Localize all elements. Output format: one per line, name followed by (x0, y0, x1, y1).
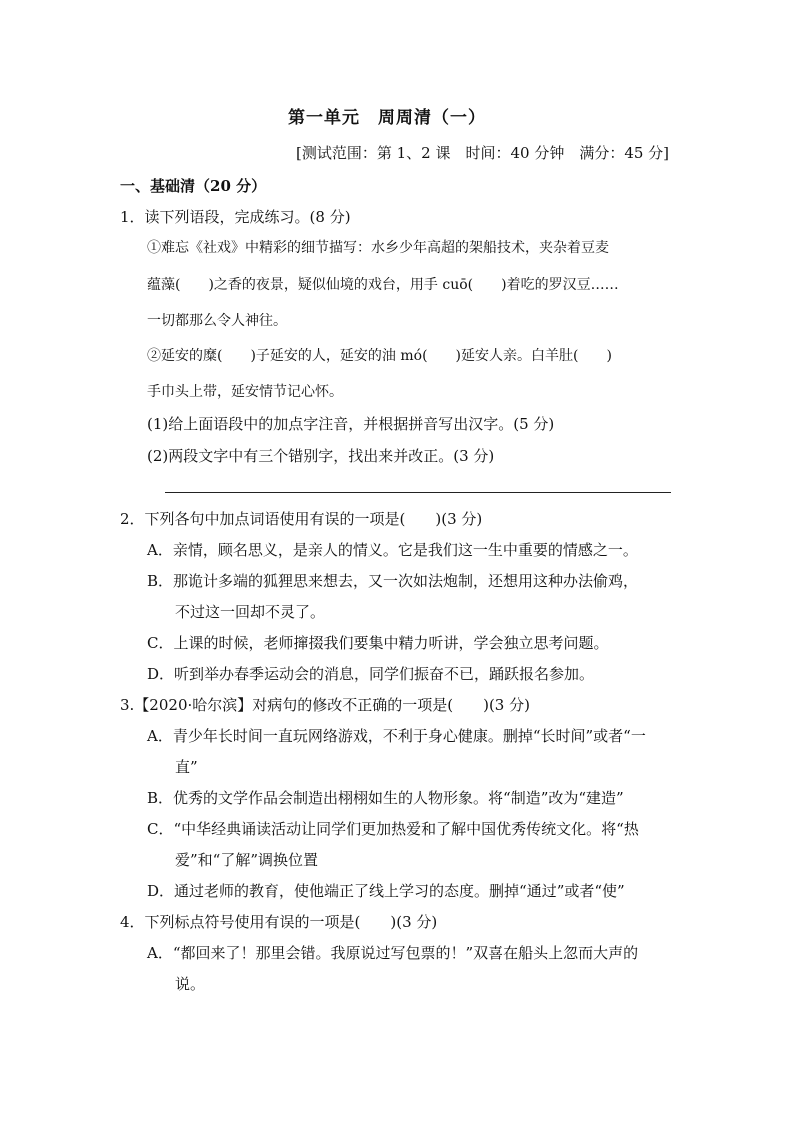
q1-subquestion-1: (1)给上面语段中的加点字注音，并根据拼音写出汉字。(5 分) (147, 415, 555, 433)
q1-passage2-line1: ②延安的糜( )子延安的人，延安的油 mó( )延安人亲。白羊肚( ) (147, 348, 612, 364)
q2-option-c: C．上课的时候，老师撺掇我们要集中精力听讲，学会独立思考问题。 (147, 634, 609, 652)
q4-stem: 4．下列标点符号使用有误的一项是( )(3 分) (120, 913, 438, 931)
q2-stem: 2．下列各句中加点词语使用有误的一项是( )(3 分) (120, 510, 483, 528)
q1-passage1-line1: ①难忘《社戏》中精彩的细节描写：水乡少年高超的架船技术，夹杂着豆麦 (147, 240, 609, 256)
q3-option-d: D．通过老师的教育，使他端正了线上学习的态度。删掉“通过”或者“使” (147, 882, 625, 900)
q1-stem: 1．读下列语段，完成练习。(8 分) (120, 208, 351, 226)
answer-line (165, 492, 671, 493)
q1-passage2-line2: 手巾头上带，延安情节记心怀。 (147, 384, 343, 400)
q3-option-a-line1: A．青少年长时间一直玩网络游戏，不利于身心健康。删掉“长时间”或者“一 (147, 727, 646, 745)
section-heading-basics: 一、基础清（20 分） (120, 177, 267, 195)
q3-option-c-line1: C．“中华经典诵读活动让同学们更加热爱和了解中国优秀传统文化。将“热 (147, 820, 639, 838)
q1-passage1-line2: 蕴藻( )之香的夜景，疑似仙境的戏台，用手 cuō( )着吃的罗汉豆…… (147, 277, 619, 293)
q2-option-b-line1: B．那诡计多端的狐狸思来想去，又一次如法炮制，还想用这种办法偷鸡， (147, 572, 639, 590)
q2-option-d: D．听到举办春季运动会的消息，同学们振奋不已，踊跃报名参加。 (147, 665, 595, 683)
q1-passage1-line3: 一切都那么令人神往。 (147, 313, 287, 329)
q1-subquestion-2: (2)两段文字中有三个错别字，找出来并改正。(3 分) (147, 447, 495, 465)
q3-option-a-line2: 直” (175, 758, 198, 776)
q2-option-b-line2: 不过这一回却不灵了。 (175, 603, 326, 621)
q4-option-a-line1: A．“都回来了！那里会错。我原说过写包票的！”双喜在船头上忽而大声的 (147, 944, 639, 962)
q2-option-a: A．亲情，顾名思义，是亲人的情义。它是我们这一生中重要的情感之一。 (147, 541, 638, 559)
test-info: [测试范围：第 1、2 课 时间：40 分钟 满分：45 分] (296, 144, 670, 162)
q4-option-a-line2: 说。 (175, 975, 206, 993)
q3-option-c-line2: 爱”和“了解”调换位置 (175, 851, 319, 869)
q3-option-b: B．优秀的文学作品会制造出栩栩如生的人物形象。将“制造”改为“建造” (147, 789, 624, 807)
page-title: 第一单元 周周清（一） (288, 108, 486, 128)
q3-stem: 3.【2020·哈尔滨】对病句的修改不正确的一项是( )(3 分) (120, 696, 530, 714)
